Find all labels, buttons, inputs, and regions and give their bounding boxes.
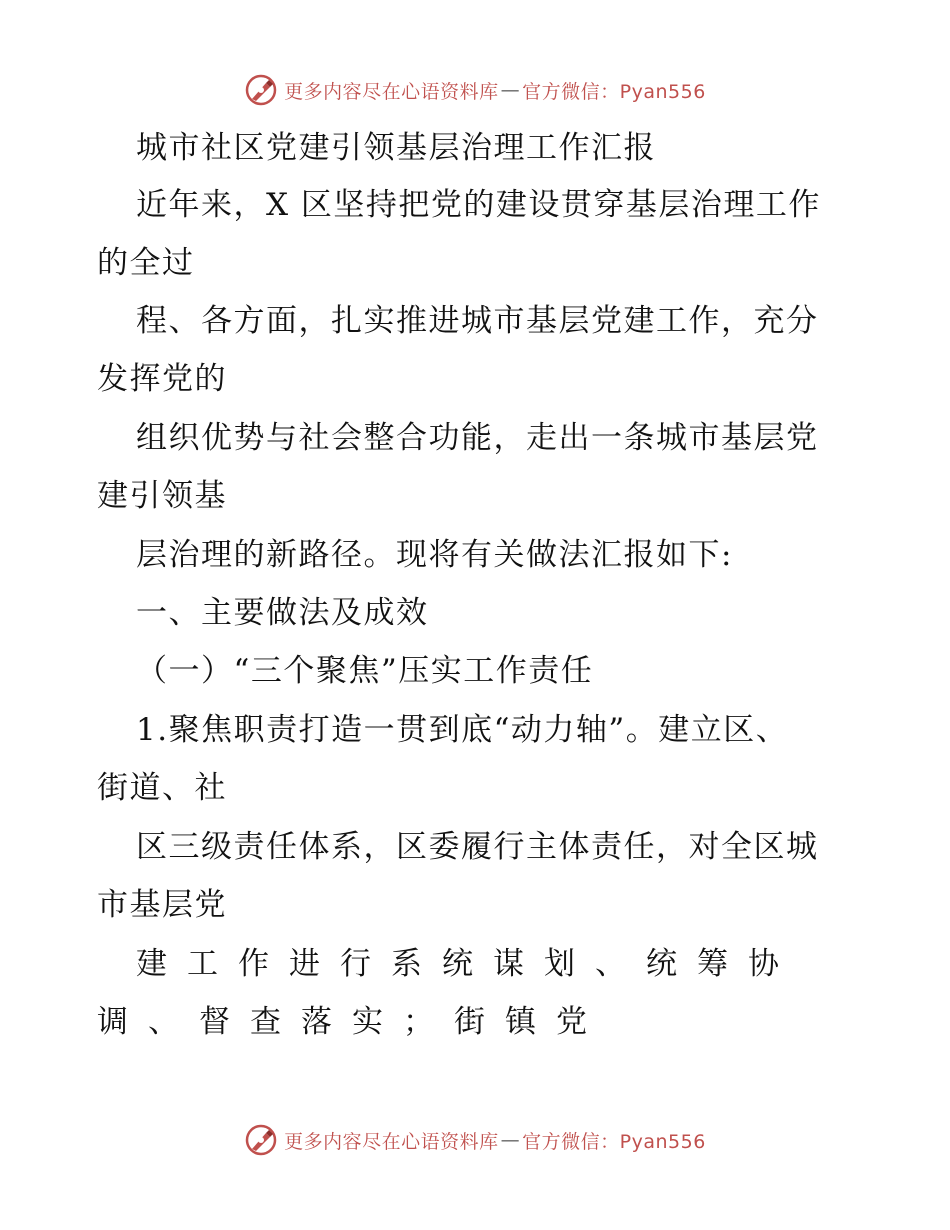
- paragraph-line: 街道、社: [97, 770, 227, 806]
- subsection-heading: （一）“三个聚焦”压实工作责任: [136, 653, 594, 689]
- pen-logo-icon: [244, 1123, 278, 1157]
- paragraph-line: 层治理的新路径。现将有关做法汇报如下:: [136, 537, 733, 573]
- paragraph-line: 1.聚焦职责打造一贯到底“动力轴”。建立区、: [136, 712, 789, 748]
- section-heading: 一、主要做法及成效: [136, 595, 429, 631]
- watermark-sub-text: 官方微信：Pyan556: [522, 1130, 706, 1153]
- watermark-main-text: 更多内容尽在心语资料库: [284, 80, 499, 103]
- footer-watermark: [0, 1120, 950, 1160]
- watermark-separator: —: [500, 79, 521, 101]
- header-watermark: [0, 70, 950, 110]
- paragraph-line: 近年来，X 区坚持把党的建设贯穿基层治理工作: [136, 187, 821, 223]
- document-title: 城市社区党建引领基层治理工作汇报: [136, 130, 656, 166]
- paragraph-line: 建工作进行系统谋划、统筹协: [136, 946, 799, 982]
- paragraph-line: 程、各方面，扎实推进城市基层党建工作，充分: [136, 303, 819, 339]
- watermark-separator: —: [500, 1129, 521, 1151]
- paragraph-line: 调、督查落实；街镇党: [97, 1004, 607, 1040]
- paragraph-line: 市基层党: [97, 887, 227, 923]
- paragraph-line: 组织优势与社会整合功能，走出一条城市基层党: [136, 420, 819, 456]
- paragraph-line: 建引领基: [97, 478, 227, 514]
- paragraph-line: 的全过: [97, 245, 195, 281]
- watermark-sub-text: 官方微信：Pyan556: [522, 80, 706, 103]
- paragraph-line: 发挥党的: [97, 361, 227, 397]
- watermark-main-text: 更多内容尽在心语资料库: [284, 1130, 499, 1153]
- pen-logo-icon: [244, 73, 278, 107]
- paragraph-line: 区三级责任体系，区委履行主体责任，对全区城: [136, 829, 819, 865]
